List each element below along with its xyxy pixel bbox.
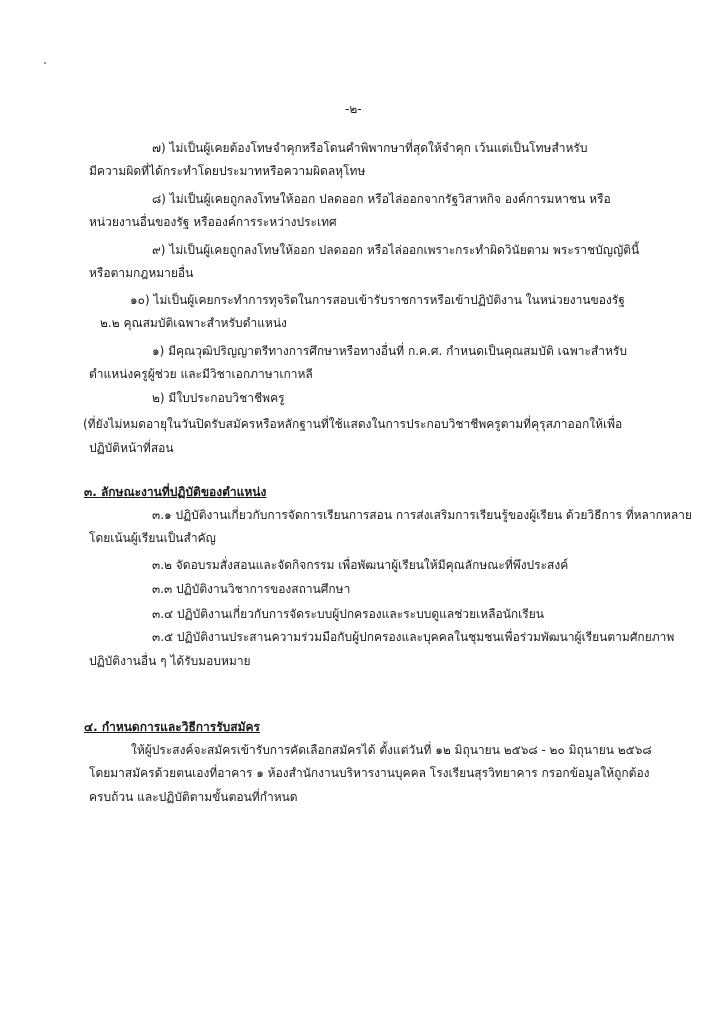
specific-item-2-line-2: (ที่ยังไม่หมดอายุในวันปิดรับสมัครหรือหลักฐานที่ใช้แสดงในการประกอบวิชาชีพครูตามที่คุรุสภาออกให้เพื่อ [83, 417, 623, 431]
qual-item-9-line-1: ๙) ไม่เป็นผู้เคยถูกลงโทษให้ออก ปลดออก หรือไล่ออกเพราะกระทำผิดวินัยตาม พระราชบัญญัตินี้ [152, 243, 640, 257]
duty-1-line-1: ๓.๑ ปฏิบัติงานเกี่ยวกับการจัดการเรียนการสอน การส่งเสริมการเรียนรู้ของผู้เรียน ด้วยวิธีการ ที่หลากหลาย [152, 508, 692, 522]
qual-item-9-line-2: หรือตามกฎหมายอื่น [89, 266, 194, 280]
duty-1-line-2: โดยเน้นผู้เรียนเป็นสำคัญ [89, 531, 216, 545]
qual-item-7-line-2: มีความผิดที่ได้กระทำโดยประมาทหรือความผิดลหุโทษ [89, 164, 366, 178]
duty-5-line-2: ปฏิบัติงานอื่น ๆ ได้รับมอบหมาย [89, 654, 251, 668]
qual-item-7-line-1: ๗) ไม่เป็นผู้เคยต้องโทษจำคุกหรือโดนคำพิพากษาที่สุดให้จำคุก เว้นแต่เป็นโทษสำหรับ [152, 141, 588, 155]
duties-heading: ๓. ลักษณะงานที่ปฏิบัติของตำแหน่ง [84, 485, 267, 499]
specific-item-1-line-2: ตำแหน่งครูผู้ช่วย และมีวิชาเอกภาษาเกาหลี [89, 367, 313, 381]
duty-2: ๓.๒ จัดอบรมสั่งสอนและจัดกิจกรรม เพื่อพัฒนาผู้เรียนให้มีคุณลักษณะที่พึงประสงค์ [152, 558, 569, 572]
qual-item-10-line-1: ๑๐) ไม่เป็นผู้เคยกระทำการทุจริตในการสอบเข้ารับราชการหรือเข้าปฏิบัติงาน ในหน่วยงานของรัฐ [130, 293, 625, 307]
application-line-1: ให้ผู้ประสงค์จะสมัครเข้ารับการคัดเลือกสมัครได้ ตั้งแต่วันที่ ๑๒ มิถุนายน ๒๕๖๘ - ๒๐ มิถุนายน ๒๕๖๘ [131, 743, 652, 757]
application-line-3: ครบถ้วน และปฏิบัติตามขั้นตอนที่กำหนด [89, 790, 298, 804]
duty-4: ๓.๔ ปฏิบัติงานเกี่ยวกับการจัดระบบผู้ปกครองและระบบดูแลช่วยเหลือนักเรียน [152, 607, 544, 621]
specific-qual-heading: ๒.๒ คุณสมบัติเฉพาะสำหรับตำแหน่ง [100, 316, 287, 330]
application-line-2: โดยมาสมัครด้วยตนเองที่อาคาร ๑ ห้องสำนักงานบริหารงานบุคคล โรงเรียนสุรวิทยาคาร กรอกข้อมูลให้ถูกต้อง [89, 766, 650, 780]
specific-item-1-line-1: ๑) มีคุณวุฒิปริญญาตรีทางการศึกษาหรือทางอื่นที่ ก.ค.ศ. กำหนดเป็นคุณสมบัติ เฉพาะสำหรับ [152, 344, 627, 358]
specific-item-2-line-3: ปฏิบัติหน้าที่สอน [89, 441, 174, 455]
duty-5-line-1: ๓.๕ ปฏิบัติงานประสานความร่วมมือกับผู้ปกครองและบุคคลในชุมชนเพื่อร่วมพัฒนาผู้เรียนตามศักยภาพ [152, 630, 675, 644]
scan-speck [44, 62, 46, 64]
qual-item-8-line-1: ๘) ไม่เป็นผู้เคยถูกลงโทษให้ออก ปลดออก หรือไล่ออกจากรัฐวิสาหกิจ องค์การมหาชน หรือ [152, 192, 611, 206]
qual-item-8-line-2: หน่วยงานอื่นของรัฐ หรือองค์การระหว่างประเทศ [89, 215, 337, 229]
specific-item-2-line-1: ๒) มีใบประกอบวิชาชีพครู [152, 391, 285, 405]
page-number: -๒- [345, 102, 362, 116]
duty-3: ๓.๓ ปฏิบัติงานวิชาการของสถานศึกษา [152, 582, 351, 596]
application-heading: ๔. กำหนดการและวิธีการรับสมัคร [84, 720, 260, 734]
